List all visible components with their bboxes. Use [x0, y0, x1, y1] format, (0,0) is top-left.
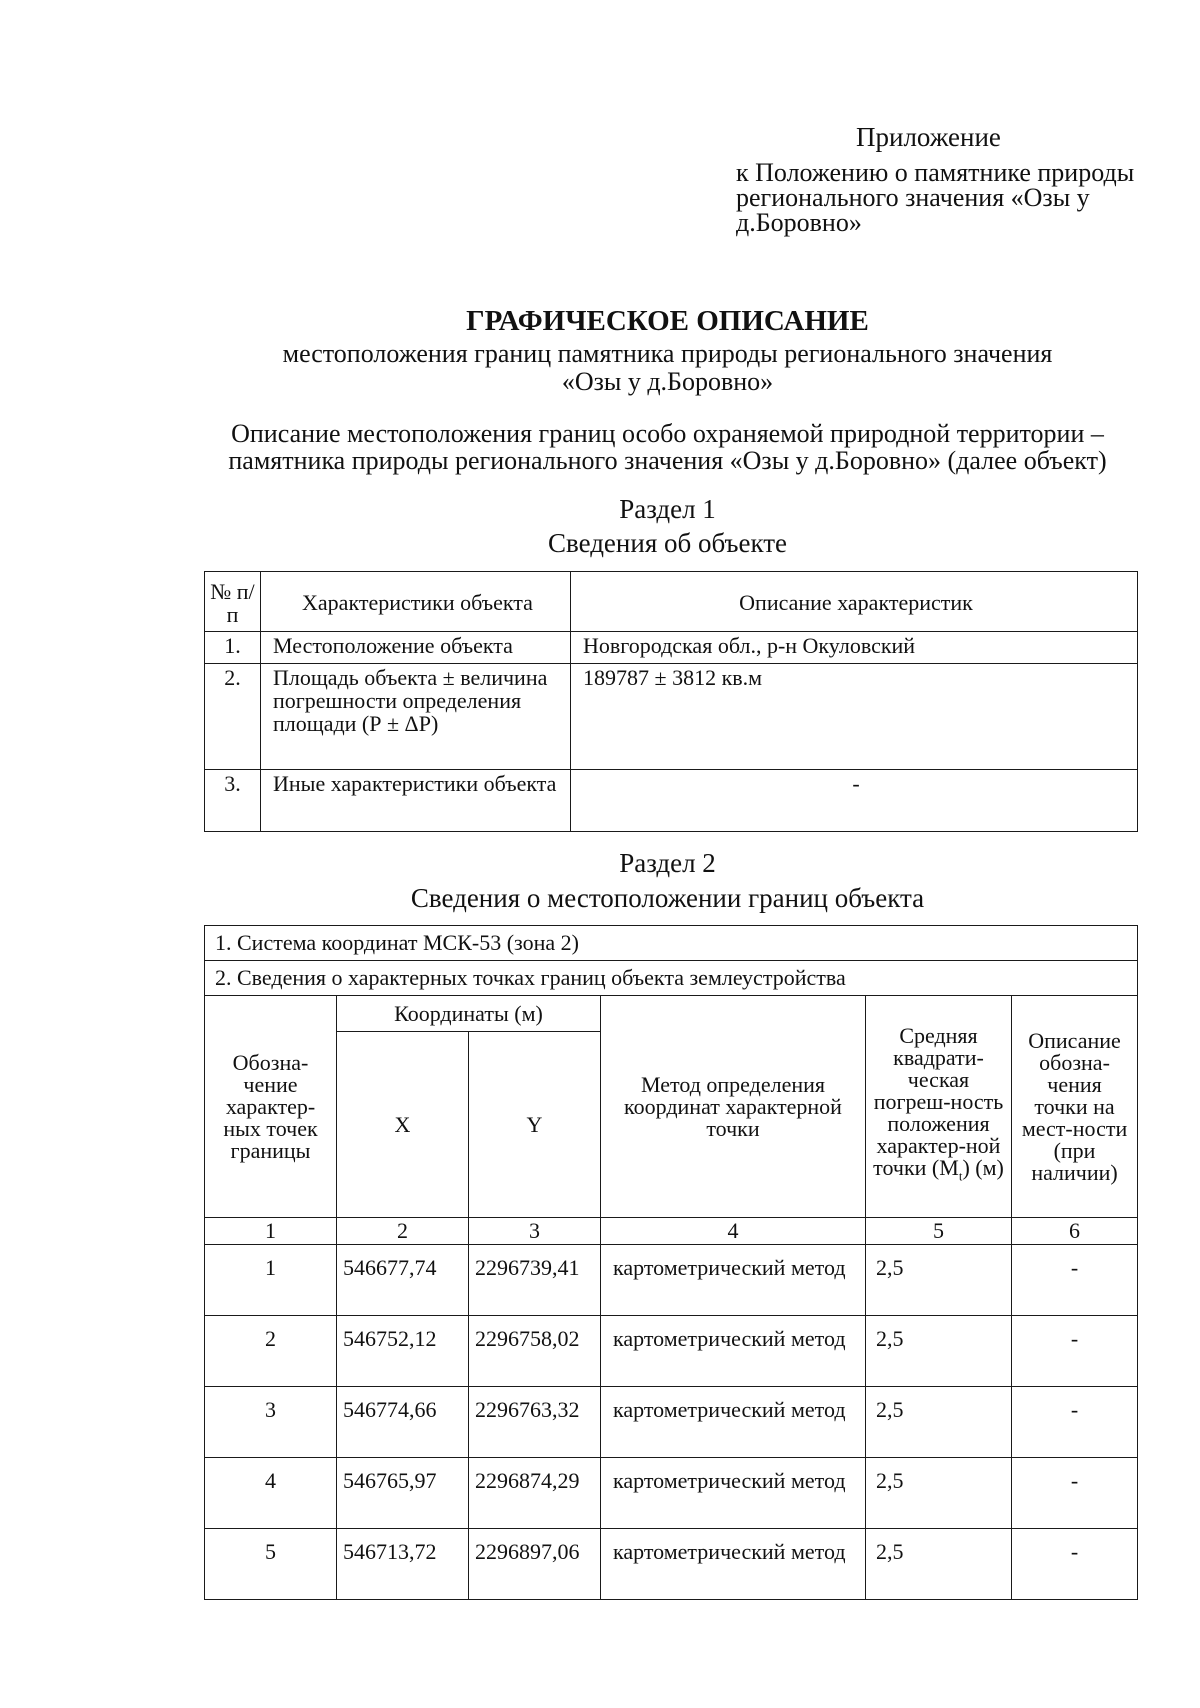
- section-1-heading: Раздел 1: [619, 494, 716, 524]
- table-row: [205, 1245, 1138, 1316]
- row-number: 3.: [205, 770, 261, 832]
- column-number-row: [205, 1218, 1138, 1245]
- point-description: -: [1012, 1458, 1138, 1529]
- section-2-heading: Раздел 2: [619, 848, 716, 878]
- method: картометрический метод: [601, 1316, 866, 1387]
- point-description: -: [1012, 1529, 1138, 1600]
- document-subtitle: [0, 340, 1200, 396]
- point-description: -: [1012, 1316, 1138, 1387]
- object-info-table: [204, 571, 1138, 832]
- header-designation: Обозна-чение характер-ных точек границы: [205, 996, 337, 1218]
- coord-y: 2296739,41: [469, 1245, 601, 1316]
- row-description: 189787 ± 3812 кв.м: [571, 664, 1138, 770]
- coord-y: 2296758,02: [469, 1316, 601, 1387]
- point-number: 5: [205, 1529, 337, 1600]
- row-description: Новгородская обл., р-н Окуловский: [571, 632, 1138, 664]
- error-value: 2,5: [866, 1458, 1012, 1529]
- table-row: [205, 632, 1138, 664]
- column-number: 6: [1012, 1218, 1138, 1245]
- point-description: -: [1012, 1387, 1138, 1458]
- row-characteristic: Иные характеристики объекта: [261, 770, 571, 832]
- coord-x: 546765,97: [337, 1458, 469, 1529]
- boundary-points-table: [204, 925, 1138, 1600]
- point-number: 4: [205, 1458, 337, 1529]
- row-number: 2.: [205, 664, 261, 770]
- error-value: 2,5: [866, 1316, 1012, 1387]
- table-row: [205, 1387, 1138, 1458]
- table-row: [205, 664, 1138, 770]
- header-y: Y: [469, 1032, 601, 1218]
- column-number: 5: [866, 1218, 1012, 1245]
- point-number: 2: [205, 1316, 337, 1387]
- row-characteristic: Местоположение объекта: [261, 632, 571, 664]
- header-x: X: [337, 1032, 469, 1218]
- row-characteristic: Площадь объекта ± величина погрешности определения площади (Р ± ΔР): [261, 664, 571, 770]
- column-number: 4: [601, 1218, 866, 1245]
- column-header-characteristic: Характеристики объекта: [261, 572, 571, 632]
- header-method: Метод определения координат характерной точки: [601, 996, 866, 1218]
- column-number: 2: [337, 1218, 469, 1245]
- column-header-description: Описание характеристик: [571, 572, 1138, 632]
- table-row: [205, 1458, 1138, 1529]
- points-title: 2. Сведения о характерных точках границ объекта землеустройства: [205, 961, 1138, 996]
- column-number: 3: [469, 1218, 601, 1245]
- header-coordinates: Координаты (м): [337, 996, 601, 1032]
- point-description: -: [1012, 1245, 1138, 1316]
- column-number: 1: [205, 1218, 337, 1245]
- table-header-row: [205, 572, 1138, 632]
- section-2-subheading: Сведения о местоположении границ объекта: [410, 883, 925, 913]
- method: картометрический метод: [601, 1458, 866, 1529]
- table-row: [205, 1529, 1138, 1600]
- document-title: ГРАФИЧЕСКОЕ ОПИСАНИЕ: [466, 305, 869, 337]
- coord-x: 546752,12: [337, 1316, 469, 1387]
- header-error: Средняя квадрати-ческая погреш-ность положения характер-ной точки $(M_t)$ (м): [866, 996, 1012, 1218]
- table-row: [205, 1316, 1138, 1387]
- method: картометрический метод: [601, 1245, 866, 1316]
- error-value: 2,5: [866, 1245, 1012, 1316]
- column-header-number: № п/п: [205, 572, 261, 632]
- coord-x: 546677,74: [337, 1245, 469, 1316]
- row-number: 1.: [205, 632, 261, 664]
- coord-y: 2296897,06: [469, 1529, 601, 1600]
- point-number: 3: [205, 1387, 337, 1458]
- error-value: 2,5: [866, 1387, 1012, 1458]
- subtitle-line-1: местоположения границ памятника природы регионального значения: [282, 339, 1053, 368]
- method: картометрический метод: [601, 1529, 866, 1600]
- coord-x: 546713,72: [337, 1529, 469, 1600]
- point-number: 1: [205, 1245, 337, 1316]
- header-point-description: Описание обозна-чения точки на мест-ности (при наличии): [1012, 996, 1138, 1218]
- appendix-title: Приложение: [856, 122, 1001, 152]
- table-row: [205, 770, 1138, 832]
- coord-y: 2296763,32: [469, 1387, 601, 1458]
- subtitle-line-2: «Озы у д.Боровно»: [561, 367, 774, 396]
- row-description: -: [571, 770, 1138, 832]
- coord-x: 546774,66: [337, 1387, 469, 1458]
- coord-y: 2296874,29: [469, 1458, 601, 1529]
- section-1-subheading: Сведения об объекте: [547, 528, 788, 558]
- method: картометрический метод: [601, 1387, 866, 1458]
- coordinate-system: 1. Система координат МСК-53 (зона 2): [205, 926, 1138, 961]
- appendix-reference: к Положению о памятнике природы регионального значения «Озы у д.Боровно»: [736, 158, 1135, 237]
- territory-description: Описание местоположения границ особо охраняемой природной территории – памятника природы регионального значения «Озы у д.Боровно» (далее объект): [228, 419, 1107, 475]
- error-value: 2,5: [866, 1529, 1012, 1600]
